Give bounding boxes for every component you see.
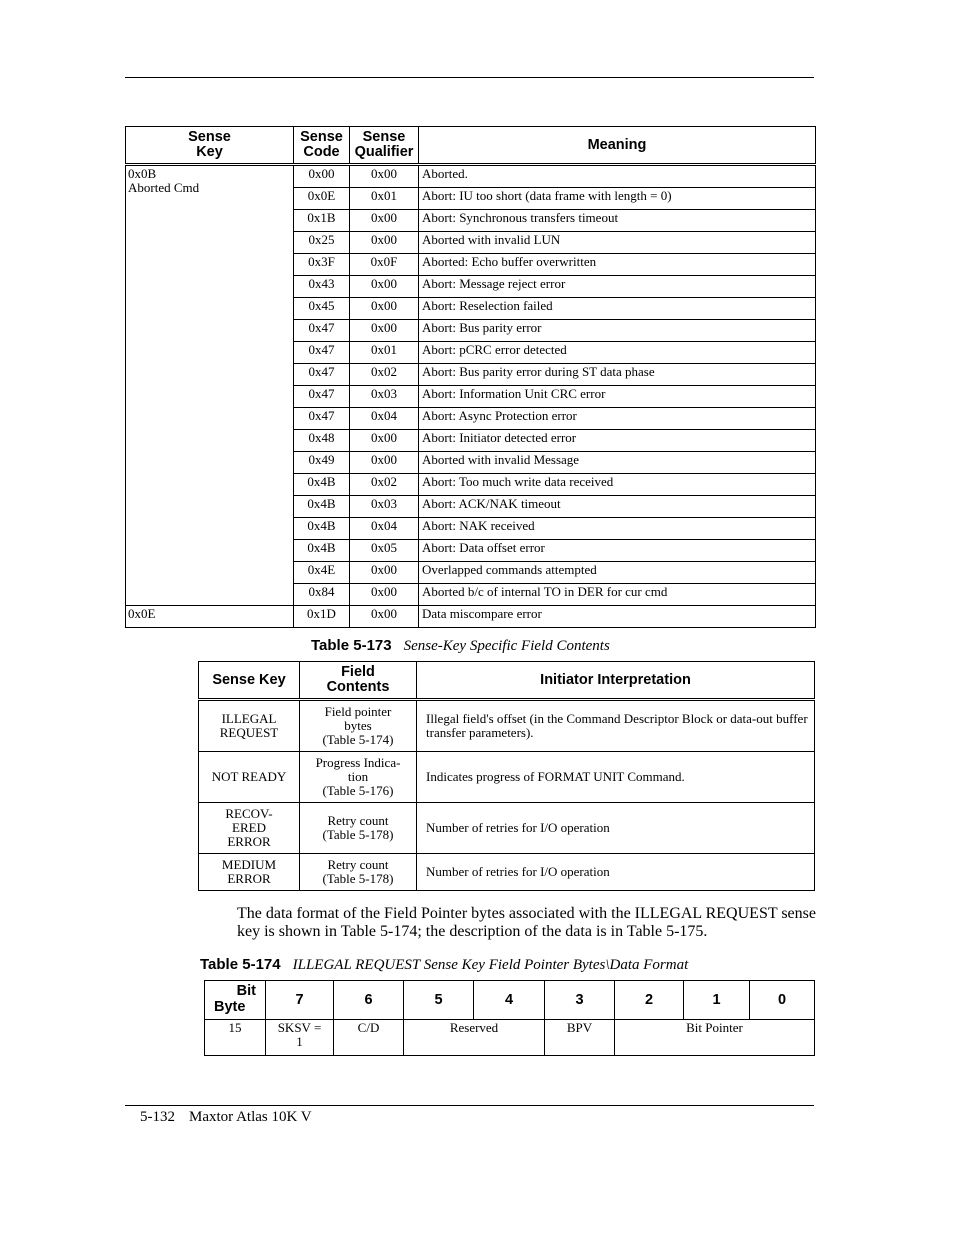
meaning-cell: Abort: Bus parity error during ST data phase [419,364,816,386]
sense-qualifier-cell: 0x00 [350,210,419,232]
sense-code-cell: 0x45 [294,298,350,320]
interpretation-cell: Indicates progress of FORMAT UNIT Command. [417,752,815,803]
sense-key-name: Aborted Cmd [128,180,200,195]
sense-code-cell: 0x1B [294,210,350,232]
table-row [205,1020,815,1056]
bit-label: Bit [236,983,256,999]
body-paragraph: The data format of the Field Pointer bytes associated with the ILLEGAL REQUEST sense key is shown in Table 5-174; the description of the data is in Table 5-175. [237,905,816,940]
bit-4-header: 4 [474,981,545,1020]
sense-qualifier-cell: 0x02 [350,474,419,496]
sense-key-cell: 0x0E [126,606,294,628]
header-initiator-interpretation: Initiator Interpretation [417,662,815,700]
table-5-174-caption [200,956,688,974]
meaning-cell: Abort: Too much write data received [419,474,816,496]
bit-byte-corner [205,981,266,1020]
byte-label: Byte [214,999,246,1015]
sense-key-cell: MEDIUM ERROR [199,854,300,891]
caption-title: Sense-Key Specific Field Contents [403,638,610,654]
sense-code-cell: 0x48 [294,430,350,452]
sense-code-cell: 0x47 [294,320,350,342]
sense-code-cell: 0x47 [294,408,350,430]
sense-qualifier-cell: 0x02 [350,364,419,386]
field-contents-cell: Progress Indica- tion (Table 5-176) [300,752,417,803]
sense-qualifier-cell: 0x03 [350,496,419,518]
interpretation-cell: Illegal field's offset (in the Command Descriptor Block or data-out buffer transfer parameters). [417,700,815,752]
sense-qualifier-cell: 0x0F [350,254,419,276]
sense-key-value: 0x0B [128,166,157,181]
meaning-cell: Abort: Reselection failed [419,298,816,320]
header-field-contents: Field Contents [300,662,417,700]
meaning-cell: Abort: Initiator detected error [419,430,816,452]
meaning-cell: Aborted b/c of internal TO in DER for cur cmd [419,584,816,606]
sense-code-cell: 0x43 [294,276,350,298]
meaning-cell: Abort: IU too short (data frame with length = 0) [419,188,816,210]
sense-code-cell: 0x4E [294,562,350,584]
sense-qualifier-cell: 0x00 [350,298,419,320]
sense-qualifier-cell: 0x00 [350,276,419,298]
sense-code-cell: 0x1D [294,606,350,628]
bit-7-header: 7 [266,981,334,1020]
sense-qualifier-cell: 0x01 [350,342,419,364]
bit-6-header: 6 [334,981,404,1020]
bottom-rule [125,1105,814,1106]
table-row [199,700,815,752]
meaning-cell: Abort: Bus parity error [419,320,816,342]
bit-5-header: 5 [404,981,474,1020]
sense-code-cell: 0x0E [294,188,350,210]
sense-key-cell: ILLEGAL REQUEST [199,700,300,752]
bit-2-header: 2 [615,981,684,1020]
table-row [126,165,816,188]
header-sense-code: Sense Code [294,127,350,165]
sense-code-cell: 0x4B [294,496,350,518]
header-sense-qualifier: Sense Qualifier [350,127,419,165]
page-footer [140,1109,312,1126]
interpretation-cell: Number of retries for I/O operation [417,803,815,854]
bit-0-header: 0 [750,981,815,1020]
sense-qualifier-cell: 0x00 [350,165,419,188]
sense-key-cell: NOT READY [199,752,300,803]
sense-qualifier-cell: 0x00 [350,562,419,584]
sense-qualifier-cell: 0x01 [350,188,419,210]
sense-key-specific-table [198,661,815,891]
meaning-cell: Abort: NAK received [419,518,816,540]
sense-qualifier-cell: 0x04 [350,408,419,430]
meaning-cell: Abort: Information Unit CRC error [419,386,816,408]
sense-key-table [125,126,816,628]
field-contents-cell: Retry count (Table 5-178) [300,803,417,854]
field-pointer-format-table [204,980,815,1056]
table-row [199,803,815,854]
meaning-cell: Aborted. [419,165,816,188]
cd-field: C/D [334,1020,404,1056]
meaning-cell: Abort: Synchronous transfers timeout [419,210,816,232]
table-row [199,752,815,803]
bit-pointer-field: Bit Pointer [615,1020,815,1056]
reserved-field: Reserved [404,1020,545,1056]
sense-qualifier-cell: 0x00 [350,452,419,474]
header-sense-key: Sense Key [126,127,294,165]
sense-code-cell: 0x4B [294,474,350,496]
sense-qualifier-cell: 0x00 [350,584,419,606]
sense-code-cell: 0x47 [294,364,350,386]
sense-code-cell: 0x49 [294,452,350,474]
meaning-cell: Overlapped commands attempted [419,562,816,584]
caption-title: ILLEGAL REQUEST Sense Key Field Pointer Bytes\Data Format [292,957,689,973]
sense-code-cell: 0x84 [294,584,350,606]
meaning-cell: Abort: Data offset error [419,540,816,562]
sense-qualifier-cell: 0x03 [350,386,419,408]
meaning-cell: Abort: Async Protection error [419,408,816,430]
sense-code-cell: 0x47 [294,342,350,364]
sksv-field: SKSV = 1 [266,1020,334,1056]
sense-code-cell: 0x25 [294,232,350,254]
meaning-cell: Aborted with invalid LUN [419,232,816,254]
page-number: 5-132 [140,1109,175,1125]
sense-code-cell: 0x3F [294,254,350,276]
table-5-173-caption [311,637,610,655]
sense-qualifier-cell: 0x00 [350,430,419,452]
caption-label: Table 5-173 [311,637,392,654]
meaning-cell: Abort: Message reject error [419,276,816,298]
sense-qualifier-cell: 0x00 [350,232,419,254]
sense-qualifier-cell: 0x00 [350,320,419,342]
sense-qualifier-cell: 0x04 [350,518,419,540]
interpretation-cell: Number of retries for I/O operation [417,854,815,891]
byte-number: 15 [205,1020,266,1056]
field-contents-cell: Field pointer bytes (Table 5-174) [300,700,417,752]
sense-code-cell: 0x4B [294,540,350,562]
field-contents-cell: Retry count (Table 5-178) [300,854,417,891]
meaning-cell: Aborted: Echo buffer overwritten [419,254,816,276]
table-row [126,606,816,628]
sense-qualifier-cell: 0x05 [350,540,419,562]
meaning-cell: Aborted with invalid Message [419,452,816,474]
meaning-cell: Data miscompare error [419,606,816,628]
caption-label: Table 5-174 [200,956,281,973]
bpv-field: BPV [545,1020,615,1056]
table-row [199,854,815,891]
sense-key-cell: RECOV- ERED ERROR [199,803,300,854]
meaning-cell: Abort: pCRC error detected [419,342,816,364]
sense-key-cell [126,165,294,606]
sense-qualifier-cell: 0x00 [350,606,419,628]
sense-code-cell: 0x00 [294,165,350,188]
sense-code-cell: 0x4B [294,518,350,540]
header-meaning: Meaning [419,127,816,165]
bit-1-header: 1 [684,981,750,1020]
sense-code-cell: 0x47 [294,386,350,408]
top-rule [125,77,814,78]
bit-3-header: 3 [545,981,615,1020]
meaning-cell: Abort: ACK/NAK timeout [419,496,816,518]
header-sense-key: Sense Key [199,662,300,700]
document-title: Maxtor Atlas 10K V [189,1109,312,1125]
